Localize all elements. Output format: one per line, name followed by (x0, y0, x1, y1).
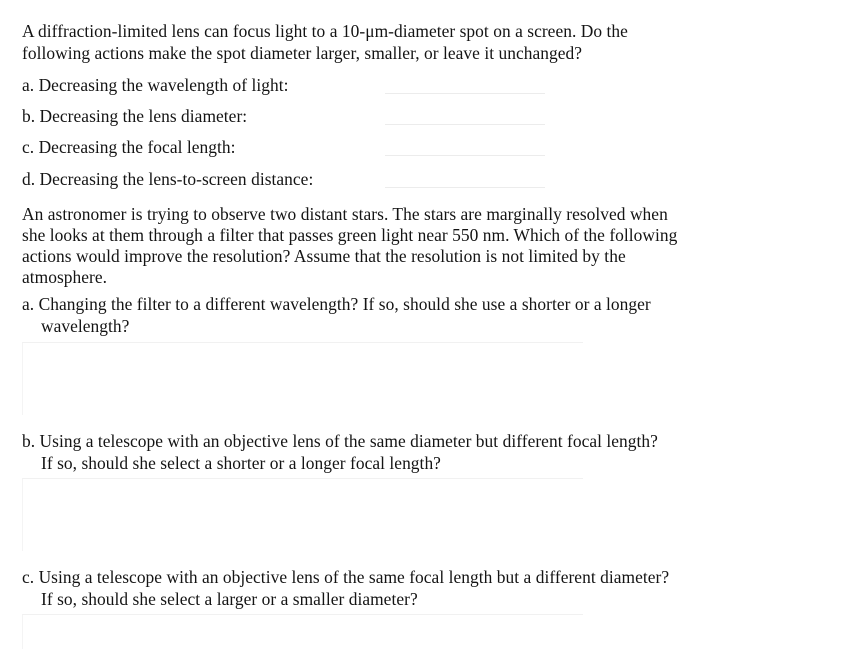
question-2-intro-line-1: An astronomer is trying to observe two distant stars. The stars are marginally resolved when (22, 204, 668, 224)
question-1-intro-line-2: following actions make the spot diameter larger, smaller, or leave it unchanged? (22, 43, 583, 63)
question-1-item-c: c. Decreasing the focal length: (22, 137, 236, 157)
answer-area-2c[interactable] (22, 614, 583, 649)
answer-blank-1b[interactable] (385, 124, 545, 125)
question-2-intro-line-4: atmosphere. (22, 267, 108, 287)
answer-area-2a[interactable] (22, 342, 583, 415)
answer-area-2b[interactable] (22, 478, 583, 551)
question-2-item-a-line-1: a. Changing the filter to a different wavelength? If so, should she use a shorter or a longer (22, 294, 651, 314)
question-2-intro-line-3: actions would improve the resolution? Assume that the resolution is not limited by the (22, 246, 626, 266)
answer-blank-1d[interactable] (385, 187, 545, 188)
question-1-item-a: a. Decreasing the wavelength of light: (22, 75, 289, 95)
question-2-item-c-line-1: c. Using a telescope with an objective lens of the same focal length but a different diameter? (22, 567, 670, 587)
answer-blank-1a[interactable] (385, 93, 545, 94)
question-1-intro-line-1: A diffraction-limited lens can focus light to a 10-μm-diameter spot on a screen. Do the (22, 21, 628, 41)
question-2-item-b-line-2: If so, should she select a shorter or a longer focal length? (41, 453, 441, 473)
question-1-item-b: b. Decreasing the lens diameter: (22, 106, 248, 126)
question-2-item-a-line-2: wavelength? (41, 316, 130, 336)
answer-blank-1c[interactable] (385, 155, 545, 156)
question-2-intro-line-2: she looks at them through a filter that passes green light near 550 nm. Which of the following (22, 225, 678, 245)
question-1-item-d: d. Decreasing the lens-to-screen distance: (22, 169, 314, 189)
question-2-item-b-line-1: b. Using a telescope with an objective lens of the same diameter but different focal length? (22, 431, 658, 451)
question-2-item-c-line-2: If so, should she select a larger or a smaller diameter? (41, 589, 418, 609)
